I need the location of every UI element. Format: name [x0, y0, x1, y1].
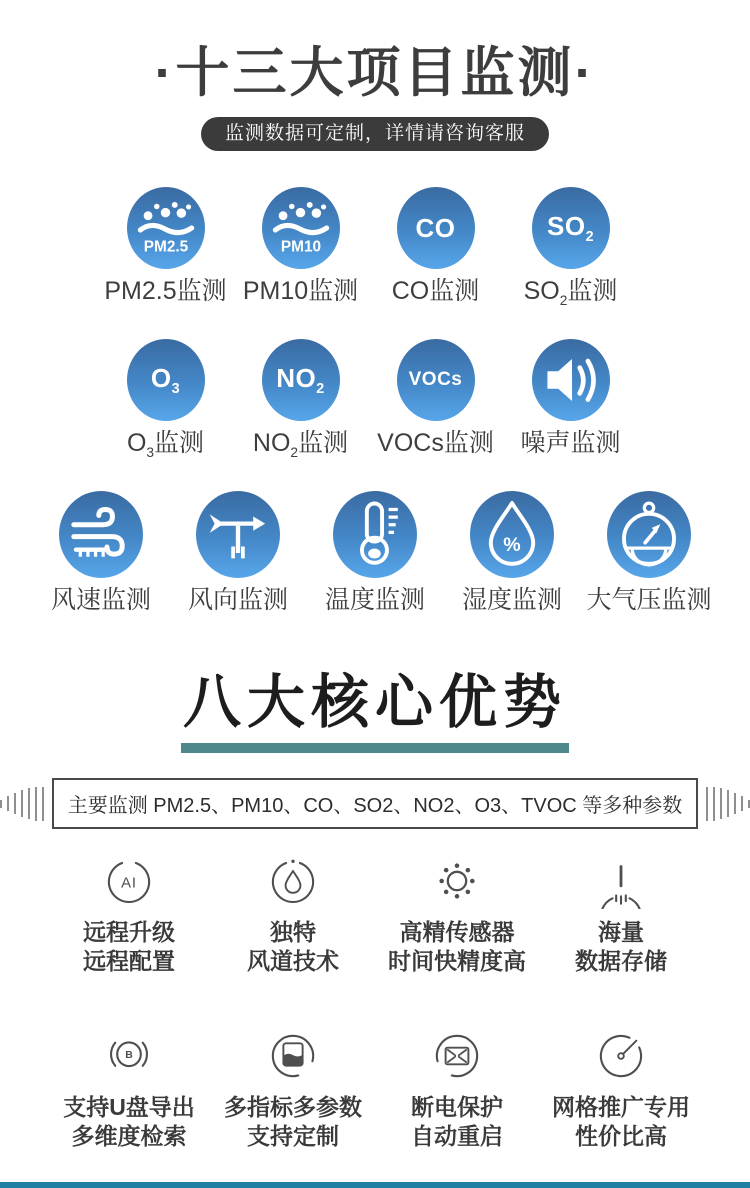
chem-formula-icon: $SO_2$ [532, 187, 610, 269]
multi-param-icon [265, 1028, 321, 1084]
svg-text:AI: AI [121, 875, 137, 892]
equalizer-bar [727, 790, 729, 817]
equalizer-bar [734, 793, 736, 814]
monitor-item [503, 339, 638, 468]
cost-gauge-icon [593, 1028, 649, 1084]
advantage-label-line: 海量 [598, 919, 644, 945]
advantage-label-line: 远程配置 [83, 948, 175, 974]
advantage-item [211, 1028, 375, 1151]
advantage-label [63, 1093, 195, 1151]
monitor-row [0, 491, 750, 615]
monitor-item-label: $NO_2$监测 [252, 429, 349, 460]
pm-particles-icon [262, 187, 340, 269]
svg-text:PM10: PM10 [280, 238, 321, 256]
advantage-label-line: 支持U盘导出 [63, 1094, 195, 1120]
advantage-label [224, 1093, 362, 1151]
barometer-icon [607, 491, 691, 578]
advantage-item [211, 853, 375, 976]
chem-formula-icon: CO [397, 187, 475, 269]
monitor-item [581, 491, 718, 615]
monitor-item [503, 187, 638, 316]
monitor-item [98, 187, 233, 316]
equalizer-bar [0, 800, 2, 808]
advantage-item [375, 853, 539, 976]
advantage-label-line: 数据存储 [575, 948, 667, 974]
advantage-label-line: 风道技术 [247, 948, 339, 974]
equalizer-bar [28, 788, 30, 819]
monitor-item-label: 温度监测 [324, 586, 425, 614]
advantage-item [47, 853, 211, 976]
monitor-item [233, 339, 368, 468]
usb-export-icon [101, 1028, 157, 1084]
advantage-label-line: 时间快精度高 [388, 948, 526, 974]
monitor-item-label: 噪声监测 [520, 429, 621, 457]
advantage-label [411, 1093, 503, 1151]
monitor-item [368, 187, 503, 316]
chem-formula-icon: $NO_2$ [262, 339, 340, 421]
advantage-label-line: 独特 [270, 919, 316, 945]
bottom-accent-bar [0, 1182, 750, 1188]
equalizer-lines-right [706, 787, 750, 821]
svg-text:PM2.5: PM2.5 [143, 238, 188, 256]
chem-formula-icon: $O_3$ [127, 339, 205, 421]
chem-formula-icon: VOCs [397, 339, 475, 421]
advantage-label [552, 1093, 690, 1151]
equalizer-bar [42, 787, 44, 821]
equalizer-bar [35, 787, 37, 821]
svg-text:B: B [125, 1049, 133, 1062]
equalizer-bar [713, 787, 715, 821]
monitor-item [233, 187, 368, 316]
wind-vane-icon [196, 491, 280, 578]
monitor-items-grid [0, 187, 750, 615]
advantage-label [83, 918, 175, 976]
monitor-item-label: 风向监测 [187, 586, 288, 614]
equalizer-bar [706, 787, 708, 821]
advantage-label-line: 高精传感器 [399, 919, 515, 945]
monitor-item-label: $O_3$监测 [126, 429, 205, 460]
monitor-item [307, 491, 444, 615]
equalizer-lines-left [0, 787, 44, 821]
monitor-item-label: $SO_2$监测 [523, 277, 618, 308]
monitor-item-label: PM10监测 [242, 277, 359, 305]
advantage-label-line: 性价比高 [575, 1123, 667, 1149]
sensor-sun-icon [429, 853, 485, 909]
advantage-label-line: 远程升级 [83, 919, 175, 945]
advantage-label-line: 多维度检索 [71, 1123, 187, 1149]
advantage-label [247, 918, 339, 976]
advantage-label [575, 918, 667, 976]
ai-icon [101, 853, 157, 909]
monitor-item-label: 湿度监测 [461, 586, 562, 614]
monitor-item [98, 339, 233, 468]
equalizer-bar [720, 788, 722, 819]
advantages-grid [0, 853, 750, 1151]
equalizer-bar [21, 790, 23, 817]
advantage-label-line: 支持定制 [247, 1123, 339, 1149]
page-title: ·十三大项目监测· [154, 43, 596, 103]
monitor-item [170, 491, 307, 615]
svg-text:%: % [503, 533, 521, 556]
advantage-item [539, 1028, 703, 1151]
air-duct-icon [265, 853, 321, 909]
equalizer-bar [7, 796, 9, 811]
equalizer-bar [14, 793, 16, 814]
monitor-item [368, 339, 503, 468]
humidity-droplet-icon [470, 491, 554, 578]
monitor-item-label: PM2.5监测 [104, 277, 227, 305]
advantage-label-line: 多指标多参数 [224, 1094, 362, 1120]
advantage-label-line: 网格推广专用 [552, 1094, 690, 1120]
monitor-item-label: VOCs监测 [377, 429, 494, 457]
monitored-params-row [0, 778, 750, 829]
pm-particles-icon [127, 187, 205, 269]
data-storage-icon [593, 853, 649, 909]
monitor-item-label: CO监测 [391, 277, 480, 305]
title-underline [181, 743, 569, 753]
advantage-item [47, 1028, 211, 1151]
advantage-label-line: 自动重启 [411, 1123, 503, 1149]
advantage-label-line: 断电保护 [411, 1094, 503, 1120]
advantage-item [539, 853, 703, 976]
equalizer-bar [741, 796, 743, 811]
section-title-eight-advantages: 八大核心优势 [182, 670, 567, 735]
monitor-row [0, 187, 743, 316]
speaker-icon [532, 339, 610, 421]
customization-banner: 监测数据可定制，详情请咨询客服 [201, 117, 549, 151]
power-protect-icon [429, 1028, 485, 1084]
thermometer-icon [333, 491, 417, 578]
monitor-item [444, 491, 581, 615]
monitor-row [0, 339, 743, 468]
wind-speed-icon [59, 491, 143, 578]
monitored-params-box: 主要监测 PM2.5、PM10、CO、SO2、NO2、O3、TVOC 等多种参数 [52, 778, 699, 829]
monitor-item [33, 491, 170, 615]
advantage-label [388, 918, 526, 976]
advantage-item [375, 1028, 539, 1151]
monitor-item-label: 风速监测 [50, 586, 151, 614]
monitor-item-label: 大气压监测 [586, 586, 712, 614]
